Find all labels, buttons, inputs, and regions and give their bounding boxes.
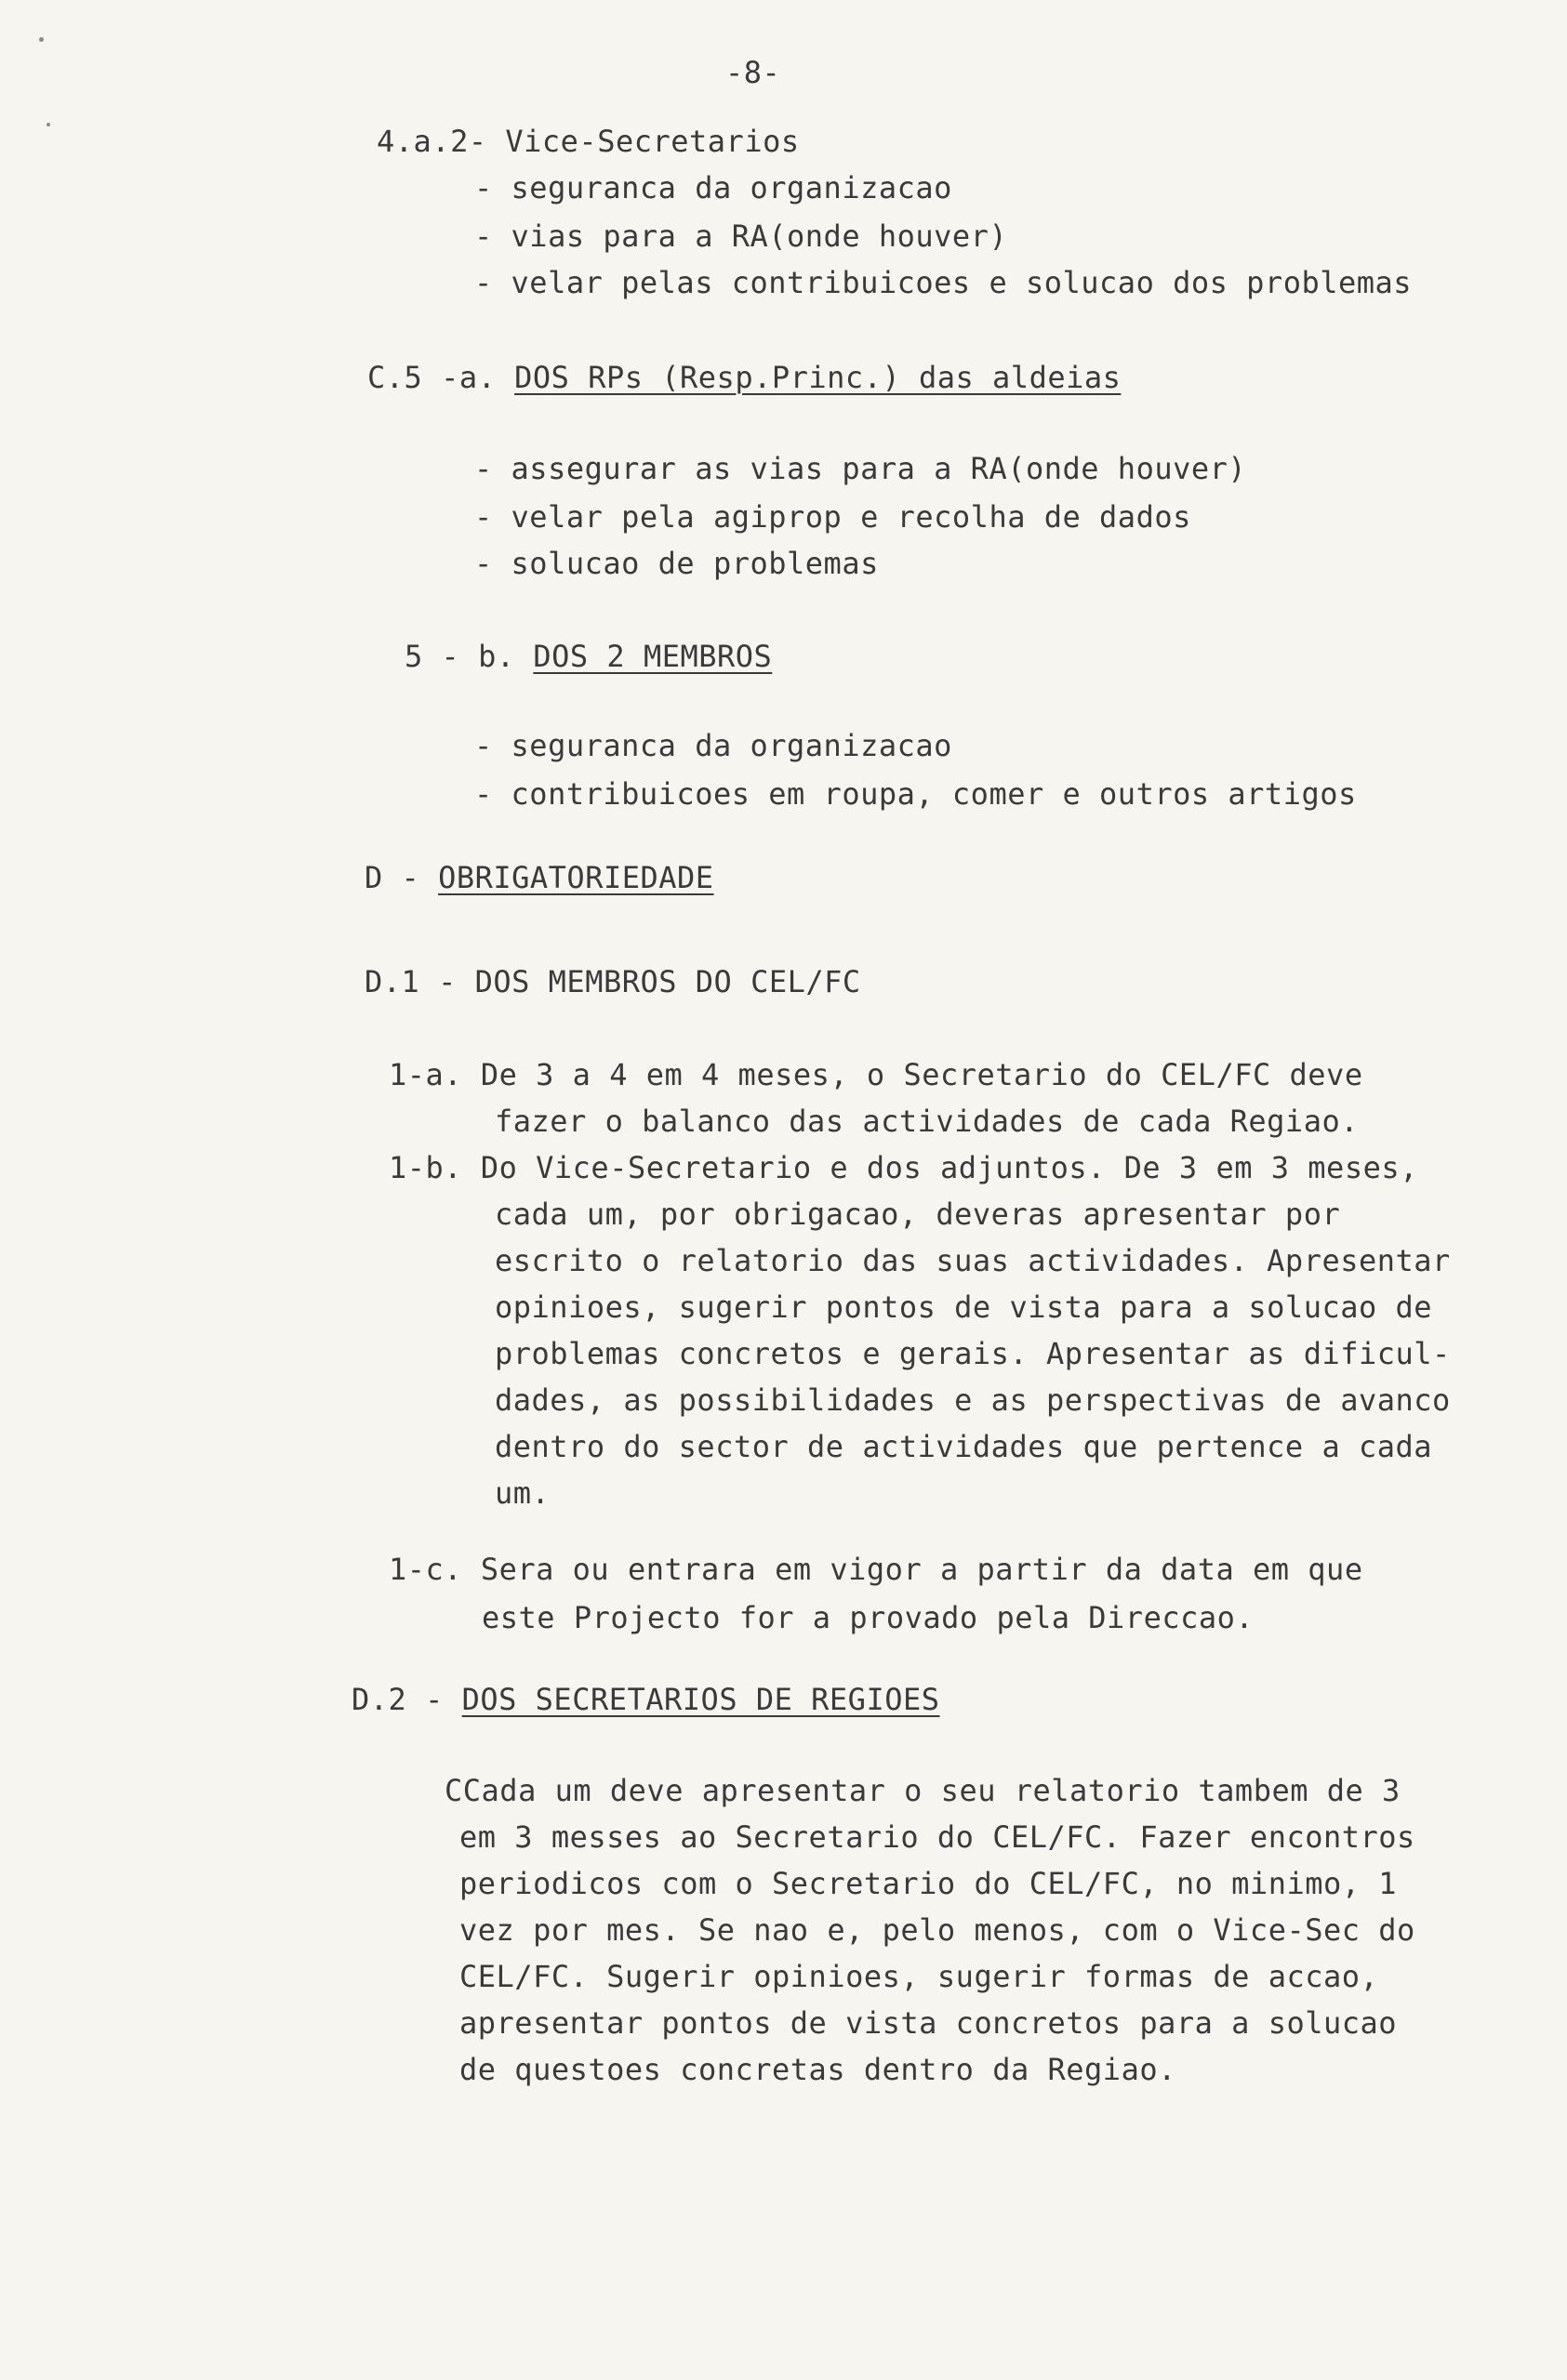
section-heading: D.1 - DOS MEMBROS DO CEL/FC xyxy=(365,964,861,999)
paragraph-line: problemas concretos e gerais. Apresentar as dificul- xyxy=(495,1336,1451,1371)
list-item: - seguranca da organizacao xyxy=(474,170,952,205)
list-item: - assegurar as vias para a RA(onde houver) xyxy=(474,451,1247,486)
paragraph-line: 1-c. Sera ou entrara em vigor a partir da data em que xyxy=(389,1552,1363,1587)
paragraph-line: dades, as possibilidades e as perspectivas de avanco xyxy=(495,1382,1451,1418)
section-title: DOS RPs (Resp.Princ.) das aldeias xyxy=(514,360,1122,395)
section-prefix: C.5 -a. xyxy=(367,360,497,395)
paragraph-line: dentro do sector de actividades que pertence a cada xyxy=(495,1429,1433,1464)
section-heading xyxy=(352,1681,940,1718)
speck-mark xyxy=(46,123,50,126)
paragraph-line: 1-b. Do Vice-Secretario e dos adjuntos. De 3 em 3 meses, xyxy=(389,1150,1418,1185)
section-title: OBRIGATORIEDADE xyxy=(438,860,714,895)
paragraph-line: CCada um deve apresentar o seu relatorio tambem de 3 xyxy=(445,1773,1401,1808)
paragraph-line: em 3 messes ao Secretario do CEL/FC. Fazer encontros xyxy=(459,1819,1415,1855)
section-title: DOS 2 MEMBROS xyxy=(533,639,773,674)
list-item: - contribuicoes em roupa, comer e outros artigos xyxy=(474,776,1357,812)
list-item: - vias para a RA(onde houver) xyxy=(474,218,1008,254)
paragraph-line: apresentar pontos de vista concretos para a solucao xyxy=(459,2005,1398,2041)
list-item: - velar pela agiprop e recolha de dados xyxy=(474,499,1191,535)
list-item: - velar pelas contribuicoes e solucao dos problemas xyxy=(474,265,1413,300)
paragraph-line: um. xyxy=(495,1475,551,1511)
page-number: -8- xyxy=(725,55,781,90)
paragraph-line: periodicos com o Secretario do CEL/FC, no minimo, 1 xyxy=(459,1866,1398,1901)
list-item: - seguranca da organizacao xyxy=(474,728,952,763)
paragraph-line: escrito o relatorio das suas actividades. Apresentar xyxy=(495,1243,1451,1278)
section-heading xyxy=(367,359,1121,396)
paragraph-line: cada um, por obrigacao, deveras apresentar por xyxy=(495,1197,1341,1232)
section-prefix: 5 - b. xyxy=(405,639,515,674)
section-heading xyxy=(365,859,714,896)
paragraph-line: de questoes concretas dentro da Regiao. xyxy=(459,2052,1176,2087)
speck-mark xyxy=(39,37,44,42)
paragraph-line: CEL/FC. Sugerir opinioes, sugerir formas de accao, xyxy=(459,1959,1379,1994)
section-heading: 4.a.2- Vice-Secretarios xyxy=(377,124,800,159)
list-item: - solucao de problemas xyxy=(474,546,879,581)
paragraph-line: este Projecto for a provado pela Direccao. xyxy=(482,1600,1255,1635)
section-title: DOS SECRETARIOS DE REGIOES xyxy=(461,1682,940,1717)
paragraph-line: fazer o balanco das actividades de cada Regiao. xyxy=(495,1104,1359,1139)
section-prefix: D - xyxy=(365,860,420,895)
section-heading xyxy=(405,638,772,675)
paragraph-line: opinioes, sugerir pontos de vista para a solucao de xyxy=(495,1289,1433,1325)
paragraph-line: 1-a. De 3 a 4 em 4 meses, o Secretario do CEL/FC deve xyxy=(389,1057,1363,1092)
section-prefix: D.2 - xyxy=(352,1682,444,1717)
paragraph-line: vez por mes. Se nao e, pelo menos, com o Vice-Sec do xyxy=(459,1912,1415,1948)
